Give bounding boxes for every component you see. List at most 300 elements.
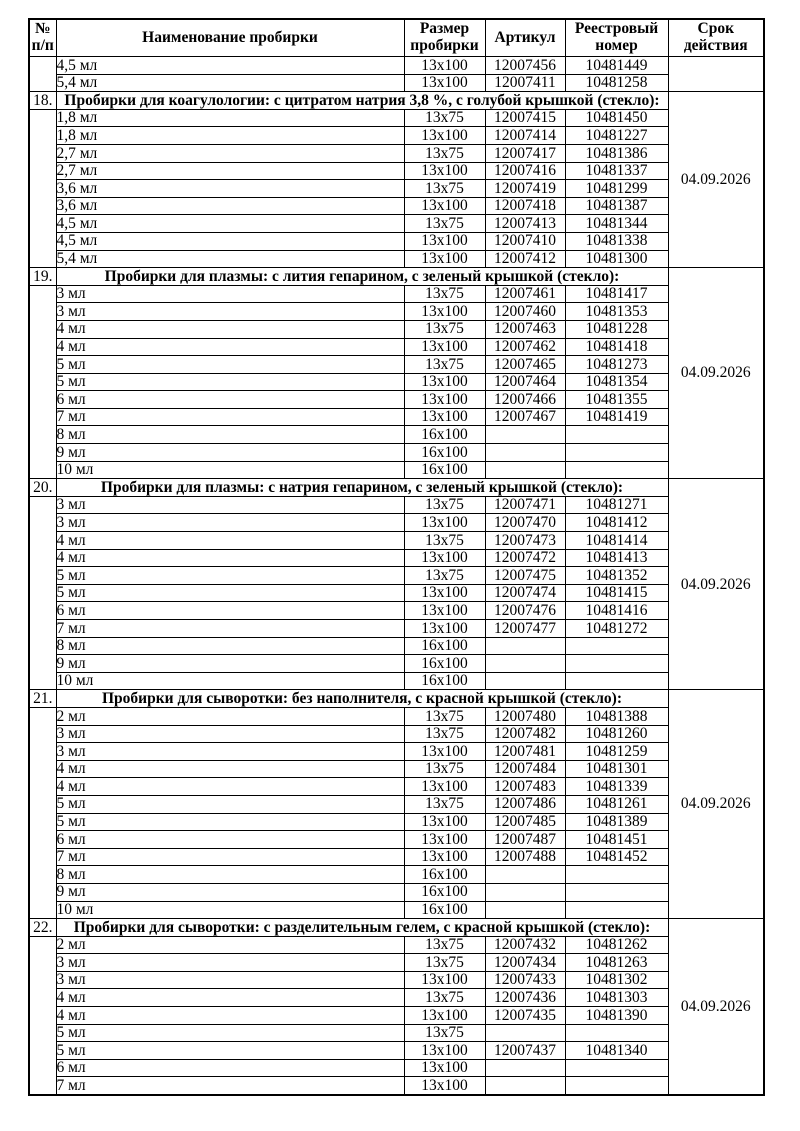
tube-name-cell: 5 мл (56, 1042, 404, 1060)
tube-name-cell: 3 мл (56, 285, 404, 303)
tube-size-cell: 13x75 (404, 285, 485, 303)
tube-name-cell: 9 мл (56, 655, 404, 673)
section-header-row (29, 268, 764, 286)
table-row (29, 109, 764, 127)
table-row (29, 1007, 764, 1025)
tube-size-cell: 16x100 (404, 883, 485, 901)
tube-size-cell: 13x100 (404, 514, 485, 532)
table-row (29, 180, 764, 198)
article-cell: 12007417 (485, 144, 565, 162)
registry-number-cell: 10481261 (565, 795, 668, 813)
article-cell (485, 672, 565, 690)
tube-size-cell: 13x100 (404, 1007, 485, 1025)
registry-number-cell: 10481258 (565, 74, 668, 92)
article-cell: 12007464 (485, 373, 565, 391)
registry-number-cell: 10481416 (565, 602, 668, 620)
tube-name-cell: 5 мл (56, 356, 404, 374)
row-number-cell (29, 936, 56, 1094)
validity-cell (668, 57, 764, 92)
tube-size-cell: 16x100 (404, 866, 485, 884)
tube-name-cell: 5,4 мл (56, 74, 404, 92)
tube-size-cell: 16x100 (404, 901, 485, 919)
tube-size-cell: 16x100 (404, 672, 485, 690)
tube-size-cell: 13x75 (404, 356, 485, 374)
tube-size-cell: 13x100 (404, 1077, 485, 1095)
tube-size-cell: 13x100 (404, 602, 485, 620)
tube-size-cell: 16x100 (404, 444, 485, 462)
table-row (29, 707, 764, 725)
tube-size-cell: 13x75 (404, 215, 485, 233)
table-row (29, 320, 764, 338)
article-cell: 12007466 (485, 391, 565, 409)
article-cell: 12007470 (485, 514, 565, 532)
registry-number-cell: 10481352 (565, 567, 668, 585)
table-row (29, 408, 764, 426)
article-cell: 12007488 (485, 848, 565, 866)
tube-name-cell: 10 мл (56, 901, 404, 919)
registry-number-cell: 10481271 (565, 496, 668, 514)
tube-name-cell: 5 мл (56, 584, 404, 602)
registry-number-cell: 10481228 (565, 320, 668, 338)
tube-name-cell: 3 мл (56, 514, 404, 532)
article-cell (485, 1077, 565, 1095)
registry-number-cell (565, 444, 668, 462)
article-cell: 12007416 (485, 162, 565, 180)
article-cell: 12007436 (485, 989, 565, 1007)
table-row (29, 620, 764, 638)
registry-number-cell (565, 426, 668, 444)
tube-name-cell: 5,4 мл (56, 250, 404, 268)
tube-name-cell: 3 мл (56, 725, 404, 743)
article-cell (485, 1024, 565, 1042)
registry-number-cell: 10481387 (565, 197, 668, 215)
table-row (29, 567, 764, 585)
table-row (29, 655, 764, 673)
registry-number-cell: 10481302 (565, 971, 668, 989)
section-title-cell: Пробирки для сыворотки: с разделительным гелем, с красной крышкой (стекло): (56, 919, 668, 937)
registry-number-cell (565, 655, 668, 673)
validity-cell: 04.09.2026 (668, 479, 764, 690)
article-cell: 12007483 (485, 778, 565, 796)
table-row (29, 725, 764, 743)
tube-name-cell: 10 мл (56, 461, 404, 479)
registry-number-cell: 10481299 (565, 180, 668, 198)
tube-size-cell: 13x75 (404, 496, 485, 514)
table-row (29, 989, 764, 1007)
table-row (29, 232, 764, 250)
section-header-row (29, 919, 764, 937)
tube-size-cell: 13x100 (404, 1042, 485, 1060)
table-row (29, 848, 764, 866)
table-row (29, 532, 764, 550)
tube-size-cell: 13x75 (404, 795, 485, 813)
table-body (29, 57, 764, 1095)
registry-number-cell (565, 461, 668, 479)
tube-name-cell: 4 мл (56, 778, 404, 796)
registry-number-cell: 10481301 (565, 760, 668, 778)
article-cell: 12007419 (485, 180, 565, 198)
article-cell: 12007485 (485, 813, 565, 831)
registry-number-cell: 10481273 (565, 356, 668, 374)
tube-size-cell: 13x100 (404, 57, 485, 75)
tube-name-cell: 6 мл (56, 831, 404, 849)
registry-number-cell (565, 1077, 668, 1095)
tube-size-cell: 13x75 (404, 109, 485, 127)
article-cell (485, 426, 565, 444)
registry-number-cell: 10481414 (565, 532, 668, 550)
tube-name-cell: 4 мл (56, 1007, 404, 1025)
row-number-cell (29, 109, 56, 267)
article-cell: 12007434 (485, 954, 565, 972)
col-header-tube-size: Размер пробирки (404, 19, 485, 57)
tube-size-cell: 13x75 (404, 320, 485, 338)
table-row (29, 637, 764, 655)
section-title-cell: Пробирки для плазмы: с лития гепарином, с зеленый крышкой (стекло): (56, 268, 668, 286)
tube-size-cell: 13x100 (404, 303, 485, 321)
registry-number-cell: 10481390 (565, 1007, 668, 1025)
tube-name-cell: 3 мл (56, 303, 404, 321)
validity-cell: 04.09.2026 (668, 690, 764, 919)
tube-size-cell: 13x75 (404, 567, 485, 585)
table-row (29, 1059, 764, 1077)
article-cell: 12007477 (485, 620, 565, 638)
table-row (29, 514, 764, 532)
tube-size-cell: 13x100 (404, 250, 485, 268)
tube-size-cell: 16x100 (404, 655, 485, 673)
tube-name-cell: 4 мл (56, 338, 404, 356)
table-row (29, 162, 764, 180)
section-number-cell: 19. (29, 268, 56, 286)
registry-number-cell: 10481419 (565, 408, 668, 426)
tube-size-cell: 13x100 (404, 408, 485, 426)
table-row (29, 391, 764, 409)
article-cell: 12007474 (485, 584, 565, 602)
article-cell: 12007482 (485, 725, 565, 743)
registry-number-cell: 10481300 (565, 250, 668, 268)
registry-number-cell: 10481337 (565, 162, 668, 180)
tube-size-cell: 13x75 (404, 532, 485, 550)
tube-name-cell: 3,6 мл (56, 180, 404, 198)
table-row (29, 1042, 764, 1060)
tube-name-cell: 1,8 мл (56, 127, 404, 145)
registry-number-cell: 10481355 (565, 391, 668, 409)
tube-size-cell: 13x100 (404, 74, 485, 92)
article-cell: 12007456 (485, 57, 565, 75)
tube-size-cell: 13x75 (404, 1024, 485, 1042)
article-cell: 12007467 (485, 408, 565, 426)
row-number-cell (29, 285, 56, 479)
registry-number-cell: 10481353 (565, 303, 668, 321)
article-cell: 12007412 (485, 250, 565, 268)
registry-number-cell (565, 1059, 668, 1077)
tube-size-cell: 13x75 (404, 954, 485, 972)
tube-size-cell: 13x100 (404, 743, 485, 761)
tube-size-cell: 13x100 (404, 813, 485, 831)
article-cell: 12007471 (485, 496, 565, 514)
registry-number-cell (565, 883, 668, 901)
row-number-cell (29, 707, 56, 918)
article-cell: 12007410 (485, 232, 565, 250)
article-cell: 12007486 (485, 795, 565, 813)
col-header-number: № п/п (29, 19, 56, 57)
tube-size-cell: 16x100 (404, 426, 485, 444)
table-row (29, 496, 764, 514)
article-cell: 12007461 (485, 285, 565, 303)
registry-number-cell: 10481227 (565, 127, 668, 145)
article-cell: 12007432 (485, 936, 565, 954)
tube-name-cell: 4 мл (56, 989, 404, 1007)
tube-name-cell: 7 мл (56, 1077, 404, 1095)
tube-name-cell: 2 мл (56, 936, 404, 954)
tube-size-cell: 16x100 (404, 461, 485, 479)
table-row (29, 144, 764, 162)
registry-number-cell: 10481451 (565, 831, 668, 849)
section-number-cell: 22. (29, 919, 56, 937)
table-row (29, 303, 764, 321)
registry-number-cell: 10481259 (565, 743, 668, 761)
table-row (29, 426, 764, 444)
tube-name-cell: 3 мл (56, 954, 404, 972)
tube-size-cell: 13x100 (404, 584, 485, 602)
tube-size-cell: 13x100 (404, 620, 485, 638)
table-row (29, 215, 764, 233)
table-row (29, 813, 764, 831)
article-cell: 12007481 (485, 743, 565, 761)
article-cell: 12007475 (485, 567, 565, 585)
tube-name-cell: 4 мл (56, 760, 404, 778)
tube-name-cell: 4,5 мл (56, 215, 404, 233)
table-row (29, 778, 764, 796)
registry-number-cell: 10481340 (565, 1042, 668, 1060)
tube-name-cell: 2,7 мл (56, 162, 404, 180)
tube-name-cell: 4 мл (56, 549, 404, 567)
registry-number-cell: 10481449 (565, 57, 668, 75)
table-row (29, 444, 764, 462)
table-row (29, 461, 764, 479)
article-cell: 12007472 (485, 549, 565, 567)
table-row (29, 338, 764, 356)
registry-number-cell (565, 637, 668, 655)
registry-number-cell: 10481338 (565, 232, 668, 250)
table-row (29, 549, 764, 567)
section-title-cell: Пробирки для коагулологии: с цитратом натрия 3,8 %, с голубой крышкой (стекло): (56, 92, 668, 110)
registry-number-cell: 10481272 (565, 620, 668, 638)
tube-size-cell: 13x75 (404, 144, 485, 162)
registry-number-cell: 10481260 (565, 725, 668, 743)
table-row (29, 1077, 764, 1095)
tube-size-cell: 13x100 (404, 848, 485, 866)
table-row (29, 866, 764, 884)
article-cell (485, 866, 565, 884)
article-cell: 12007465 (485, 356, 565, 374)
article-cell: 12007414 (485, 127, 565, 145)
tube-size-cell: 13x75 (404, 725, 485, 743)
article-cell (485, 637, 565, 655)
registry-number-cell: 10481413 (565, 549, 668, 567)
row-number-cell (29, 496, 56, 690)
section-title-cell: Пробирки для сыворотки: без наполнителя, с красной крышкой (стекло): (56, 690, 668, 708)
article-cell: 12007418 (485, 197, 565, 215)
tube-name-cell: 8 мл (56, 866, 404, 884)
registry-number-cell: 10481388 (565, 707, 668, 725)
section-header-row (29, 690, 764, 708)
tube-name-cell: 2,7 мл (56, 144, 404, 162)
validity-cell: 04.09.2026 (668, 919, 764, 1095)
registry-number-cell: 10481263 (565, 954, 668, 972)
tube-name-cell: 7 мл (56, 620, 404, 638)
table-header (29, 19, 764, 57)
article-cell (485, 1059, 565, 1077)
col-header-tube-name: Наименование пробирки (56, 19, 404, 57)
article-cell: 12007433 (485, 971, 565, 989)
table-row (29, 936, 764, 954)
tube-size-cell: 13x100 (404, 971, 485, 989)
tube-size-cell: 13x100 (404, 232, 485, 250)
tube-name-cell: 7 мл (56, 408, 404, 426)
tube-name-cell: 7 мл (56, 848, 404, 866)
col-header-validity: Срок действия (668, 19, 764, 57)
table-row (29, 127, 764, 145)
tube-name-cell: 9 мл (56, 444, 404, 462)
registry-number-cell: 10481262 (565, 936, 668, 954)
table-row (29, 901, 764, 919)
col-header-registry-number: Реестровый номер (565, 19, 668, 57)
tube-size-cell: 13x100 (404, 162, 485, 180)
table-row (29, 250, 764, 268)
tube-name-cell: 5 мл (56, 1024, 404, 1042)
registry-number-cell: 10481450 (565, 109, 668, 127)
registry-number-cell: 10481418 (565, 338, 668, 356)
tube-size-cell: 13x100 (404, 373, 485, 391)
registry-number-cell (565, 901, 668, 919)
tube-size-cell: 13x75 (404, 989, 485, 1007)
col-header-article: Артикул (485, 19, 565, 57)
registry-number-cell: 10481354 (565, 373, 668, 391)
tube-size-cell: 13x100 (404, 197, 485, 215)
table-row (29, 954, 764, 972)
registry-number-cell: 10481303 (565, 989, 668, 1007)
article-cell (485, 444, 565, 462)
table-row (29, 373, 764, 391)
tube-name-cell: 4,5 мл (56, 232, 404, 250)
tube-name-cell: 5 мл (56, 567, 404, 585)
registry-number-cell: 10481415 (565, 584, 668, 602)
section-header-row (29, 479, 764, 497)
tube-name-cell: 4,5 мл (56, 57, 404, 75)
tube-name-cell: 6 мл (56, 1059, 404, 1077)
tube-size-cell: 13x75 (404, 180, 485, 198)
tube-size-cell: 13x100 (404, 127, 485, 145)
table-row (29, 74, 764, 92)
registry-number-cell: 10481389 (565, 813, 668, 831)
article-cell: 12007437 (485, 1042, 565, 1060)
tube-name-cell: 3,6 мл (56, 197, 404, 215)
tube-size-cell: 16x100 (404, 637, 485, 655)
row-number-cell (29, 57, 56, 92)
registry-number-cell (565, 866, 668, 884)
article-cell: 12007413 (485, 215, 565, 233)
registry-number-cell (565, 672, 668, 690)
validity-cell: 04.09.2026 (668, 268, 764, 479)
section-header-row (29, 92, 764, 110)
tube-name-cell: 10 мл (56, 672, 404, 690)
table-row (29, 831, 764, 849)
article-cell: 12007411 (485, 74, 565, 92)
tube-size-cell: 13x100 (404, 338, 485, 356)
tube-size-cell: 13x100 (404, 831, 485, 849)
tube-name-cell: 5 мл (56, 795, 404, 813)
tube-size-cell: 13x75 (404, 707, 485, 725)
tube-name-cell: 8 мл (56, 637, 404, 655)
registry-number-cell: 10481452 (565, 848, 668, 866)
tube-name-cell: 4 мл (56, 320, 404, 338)
tube-size-cell: 13x100 (404, 391, 485, 409)
tube-size-cell: 13x75 (404, 760, 485, 778)
article-cell (485, 461, 565, 479)
article-cell: 12007462 (485, 338, 565, 356)
table-row (29, 760, 764, 778)
article-cell: 12007484 (485, 760, 565, 778)
section-number-cell: 21. (29, 690, 56, 708)
article-cell: 12007463 (485, 320, 565, 338)
registry-number-cell: 10481386 (565, 144, 668, 162)
tube-size-cell: 13x100 (404, 1059, 485, 1077)
article-cell (485, 655, 565, 673)
registry-number-cell: 10481412 (565, 514, 668, 532)
table-row (29, 672, 764, 690)
tube-size-cell: 13x100 (404, 549, 485, 567)
tube-registry-table (28, 18, 765, 1096)
table-row (29, 197, 764, 215)
table-row (29, 795, 764, 813)
table-row (29, 971, 764, 989)
table-header-row (29, 19, 764, 57)
table-row (29, 57, 764, 75)
article-cell: 12007487 (485, 831, 565, 849)
article-cell: 12007480 (485, 707, 565, 725)
tube-name-cell: 3 мл (56, 743, 404, 761)
tube-name-cell: 4 мл (56, 532, 404, 550)
table-row (29, 743, 764, 761)
table-row (29, 584, 764, 602)
registry-number-cell: 10481417 (565, 285, 668, 303)
tube-name-cell: 3 мл (56, 496, 404, 514)
tube-name-cell: 3 мл (56, 971, 404, 989)
tube-name-cell: 9 мл (56, 883, 404, 901)
article-cell: 12007476 (485, 602, 565, 620)
tube-name-cell: 1,8 мл (56, 109, 404, 127)
registry-number-cell: 10481344 (565, 215, 668, 233)
registry-number-cell: 10481339 (565, 778, 668, 796)
article-cell (485, 883, 565, 901)
tube-name-cell: 6 мл (56, 391, 404, 409)
article-cell: 12007415 (485, 109, 565, 127)
tube-size-cell: 13x75 (404, 936, 485, 954)
table-row (29, 285, 764, 303)
validity-cell: 04.09.2026 (668, 92, 764, 268)
table-row (29, 1024, 764, 1042)
table-row (29, 356, 764, 374)
table-row (29, 602, 764, 620)
tube-name-cell: 5 мл (56, 373, 404, 391)
article-cell: 12007473 (485, 532, 565, 550)
section-number-cell: 18. (29, 92, 56, 110)
section-title-cell: Пробирки для плазмы: с натрия гепарином, с зеленый крышкой (стекло): (56, 479, 668, 497)
tube-name-cell: 6 мл (56, 602, 404, 620)
tube-name-cell: 8 мл (56, 426, 404, 444)
table-row (29, 883, 764, 901)
tube-name-cell: 5 мл (56, 813, 404, 831)
